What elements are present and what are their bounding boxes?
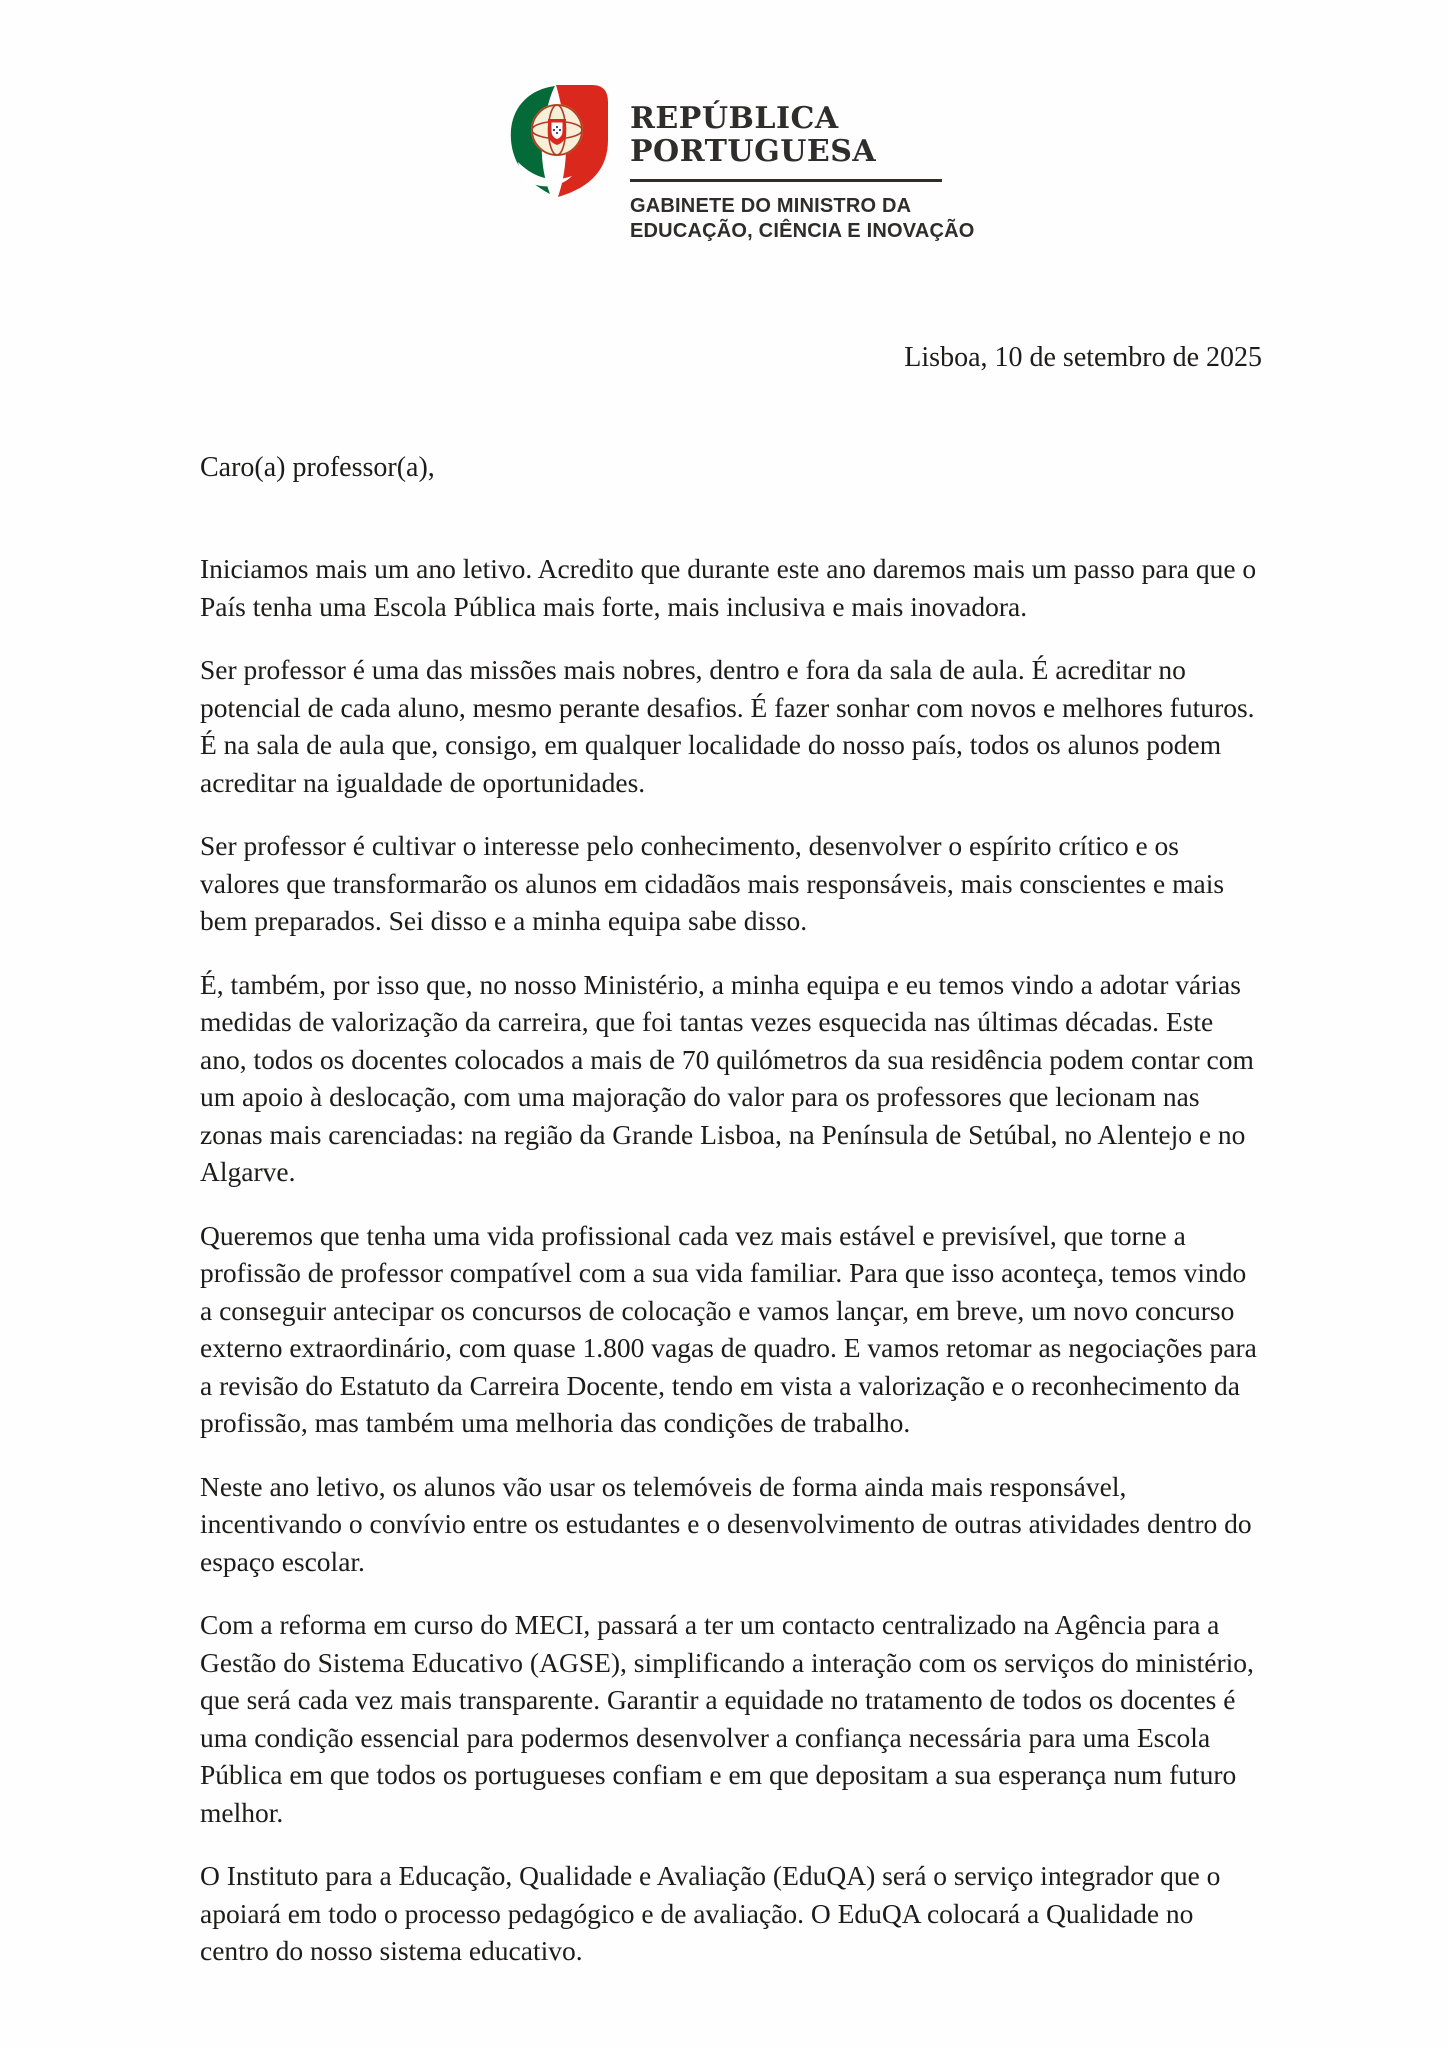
paragraph-3: Ser professor é cultivar o interesse pelo conhecimento, desenvolver o espírito crítico e os valores que transformarão os alunos em cidadãos mais responsáveis, mais conscientes e mais bem preparados. Sei disso e a minha equipa sabe disso.	[200, 830, 1225, 936]
dateline: Lisboa, 10 de setembro de 2025	[904, 342, 1262, 373]
letter-body	[200, 550, 1262, 1970]
paragraph-5: Queremos que tenha uma vida profissional cada vez mais estável e previsível, que torne a profissão de professor compatível com a sua vida familiar. Para que isso aconteça, temos vindo a conseguir antecipar os concursos de colocação e vamos lançar, em breve, um novo concurso externo extraordinário, com quase 1.800 vagas de quadro. E vamos retomar as negociações para a revisão do Estatuto da Carreira Docente, tendo em vista a valorização e o reconhecimento da profissão, mas também uma melhoria das condições de trabalho.	[200, 1219, 1257, 1438]
paragraph-6: Neste ano letivo, os alunos vão usar os telemóveis de forma ainda mais responsável, incentivando o convívio entre os estudantes e o desenvolvimento de outras atividades dentro do espaço escolar.	[200, 1470, 1252, 1577]
republica-portuguesa-flag-icon	[500, 84, 612, 198]
office-line2: EDUCAÇÃO, CIÊNCIA E INOVAÇÃO	[630, 220, 975, 242]
paragraph-2: Ser professor é uma das missões mais nobres, dentro e fora da sala de aula. É acreditar no potencial de cada aluno, mesmo perante desafios. É fazer sonhar com novos e melhores futuros. É na sala de aula que, consigo, em qualquer localidade do nosso país, todos os alunos podem acreditar na igualdade de oportunidades.	[200, 654, 1255, 798]
office-line1: GABINETE DO MINISTRO DA	[630, 195, 912, 217]
letterhead-text	[630, 84, 975, 244]
paragraph-1: Iniciamos mais um ano letivo. Acredito que durante este ano daremos mais um passo para que o País tenha uma Escola Pública mais forte, mais inclusiva e mais inovadora.	[200, 553, 1257, 622]
paragraph-4: É, também, por isso que, no nosso Ministério, a minha equipa e eu temos vindo a adotar várias medidas de valorização da carreira, que foi tantas vezes esquecida nas últimas décadas. Este ano, todos os docentes colocados a mais de 70 quilómetros da sua residência podem contar com um apoio à deslocação, com uma majoração do valor para os professores que lecionam nas zonas mais carenciadas: na região da Grande Lisboa, na Península de Setúbal, no Alentejo e no Algarve.	[200, 968, 1254, 1187]
paragraph-7: Com a reforma em curso do MECI, passará a ter um contacto centralizado na Agência para a Gestão do Sistema Educativo (AGSE), simplificando a interação com os serviços do ministério, que será cada vez mais transparente. Garantir a equidade no tratamento de todos os docentes é uma condição essencial para podermos desenvolver a confiança necessária para uma Escola Pública em que todos os portugueses confiam e em que depositam a sua esperança num futuro melhor.	[200, 1609, 1254, 1828]
wordmark-line2: PORTUGUESA	[630, 134, 877, 169]
letterhead-divider	[630, 179, 942, 182]
wordmark-line1: REPÚBLICA	[630, 101, 839, 136]
salutation: Caro(a) professor(a),	[200, 452, 435, 483]
paragraph-8: O Instituto para a Educação, Qualidade e Avaliação (EduQA) será o serviço integrador que o apoiará em todo o processo pedagógico e de avaliação. O EduQA colocará a Qualidade no centro do nosso sistema educativo.	[200, 1860, 1221, 1966]
government-letterhead	[500, 84, 975, 244]
letter-content	[200, 342, 1262, 1996]
